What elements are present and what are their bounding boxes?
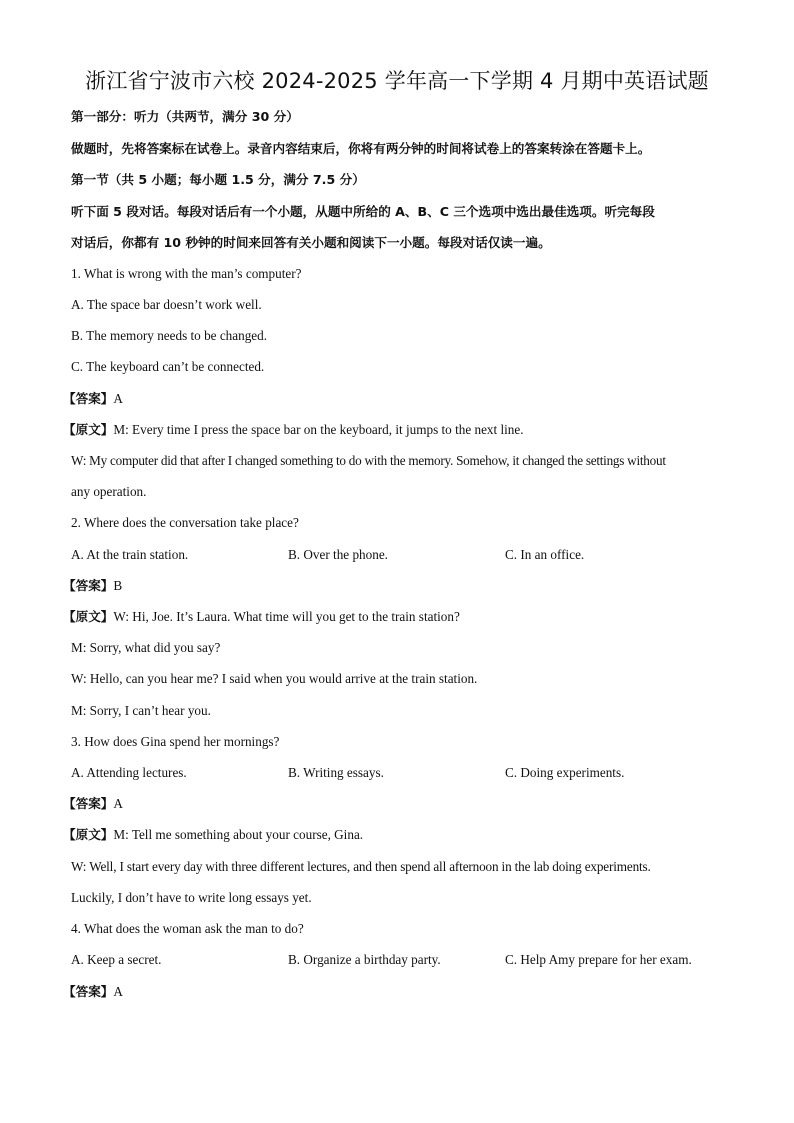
transcript-text: W: Hi, Joe. It’s Laura. What time will you get to the train station? bbox=[113, 609, 460, 624]
q3-transcript-line1 bbox=[63, 825, 731, 845]
answer-label: 【答案】 bbox=[63, 984, 114, 999]
answer-label: 【答案】 bbox=[63, 391, 114, 406]
section1-directions-line1: 听下面 5 段对话。每段对话后有一个小题，从题中所给的 A、B、C 三个选项中选出最佳选项。听完每段 bbox=[71, 204, 655, 219]
q2-option-c: C. In an office. bbox=[505, 547, 585, 562]
q4-option-a: A. Keep a secret. bbox=[71, 952, 162, 967]
q2-transcript-line1 bbox=[63, 607, 731, 627]
answer-label: 【答案】 bbox=[63, 578, 114, 593]
q3-answer bbox=[63, 794, 731, 814]
transcript-label: 【原文】 bbox=[63, 827, 114, 842]
answer-value: A bbox=[113, 391, 123, 406]
answer-value: A bbox=[113, 984, 123, 999]
q1-transcript-line1 bbox=[63, 420, 731, 440]
q2-transcript-line4: M: Sorry, I can’t hear you. bbox=[71, 703, 211, 718]
question-4: 4. What does the woman ask the man to do? bbox=[71, 921, 304, 936]
q4-answer bbox=[63, 982, 731, 1002]
q1-option-a: A. The space bar doesn’t work well. bbox=[71, 297, 262, 312]
transcript-text: M: Every time I press the space bar on the keyboard, it jumps to the next line. bbox=[113, 422, 524, 437]
q1-transcript-line2: W: My computer did that after I changed something to do with the memory. Somehow, it changed the settings without bbox=[71, 453, 666, 468]
question-2: 2. Where does the conversation take place? bbox=[71, 515, 299, 530]
q1-option-b: B. The memory needs to be changed. bbox=[71, 328, 268, 343]
q1-transcript-line3: any operation. bbox=[71, 484, 147, 499]
section1-directions-line2: 对话后，你都有 10 秒钟的时间来回答有关小题和阅读下一小题。每段对话仅读一遍。 bbox=[71, 235, 551, 250]
q4-option-c: C. Help Amy prepare for her exam. bbox=[505, 952, 692, 967]
q2-transcript-line3: W: Hello, can you hear me? I said when you would arrive at the train station. bbox=[71, 671, 478, 686]
answer-value: A bbox=[113, 796, 123, 811]
q1-answer bbox=[63, 389, 731, 409]
question-1: 1. What is wrong with the man’s computer? bbox=[71, 266, 302, 281]
q2-answer bbox=[63, 576, 731, 596]
page-title: 浙江省宁波市六校 2024-2025 学年高一下学期 4 月期中英语试题 bbox=[85, 69, 709, 93]
transcript-text: M: Tell me something about your course, Gina. bbox=[113, 827, 364, 842]
instructions: 做题时，先将答案标在试卷上。录音内容结束后，你将有两分钟的时间将试卷上的答案转涂在答题卡上。 bbox=[71, 141, 651, 156]
q3-option-c: C. Doing experiments. bbox=[505, 765, 625, 780]
transcript-label: 【原文】 bbox=[63, 422, 114, 437]
q2-option-b: B. Over the phone. bbox=[288, 547, 388, 562]
q1-option-c: C. The keyboard can’t be connected. bbox=[71, 359, 265, 374]
q3-option-a: A. Attending lectures. bbox=[71, 765, 187, 780]
q3-transcript-line3: Luckily, I don’t have to write long essays yet. bbox=[71, 890, 312, 905]
answer-value: B bbox=[113, 578, 123, 593]
q2-transcript-line2: M: Sorry, what did you say? bbox=[71, 640, 221, 655]
q4-option-b: B. Organize a birthday party. bbox=[288, 952, 441, 967]
q2-option-a: A. At the train station. bbox=[71, 547, 189, 562]
transcript-label: 【原文】 bbox=[63, 609, 114, 624]
section1-heading: 第一节（共 5 小题；每小题 1.5 分，满分 7.5 分） bbox=[71, 172, 365, 187]
part1-heading: 第一部分：听力（共两节，满分 30 分） bbox=[71, 109, 299, 124]
q3-option-b: B. Writing essays. bbox=[288, 765, 384, 780]
q3-transcript-line2: W: Well, I start every day with three different lectures, and then spend all afternoon in the lab doing experiments. bbox=[71, 859, 651, 874]
answer-label: 【答案】 bbox=[63, 796, 114, 811]
question-3: 3. How does Gina spend her mornings? bbox=[71, 734, 280, 749]
